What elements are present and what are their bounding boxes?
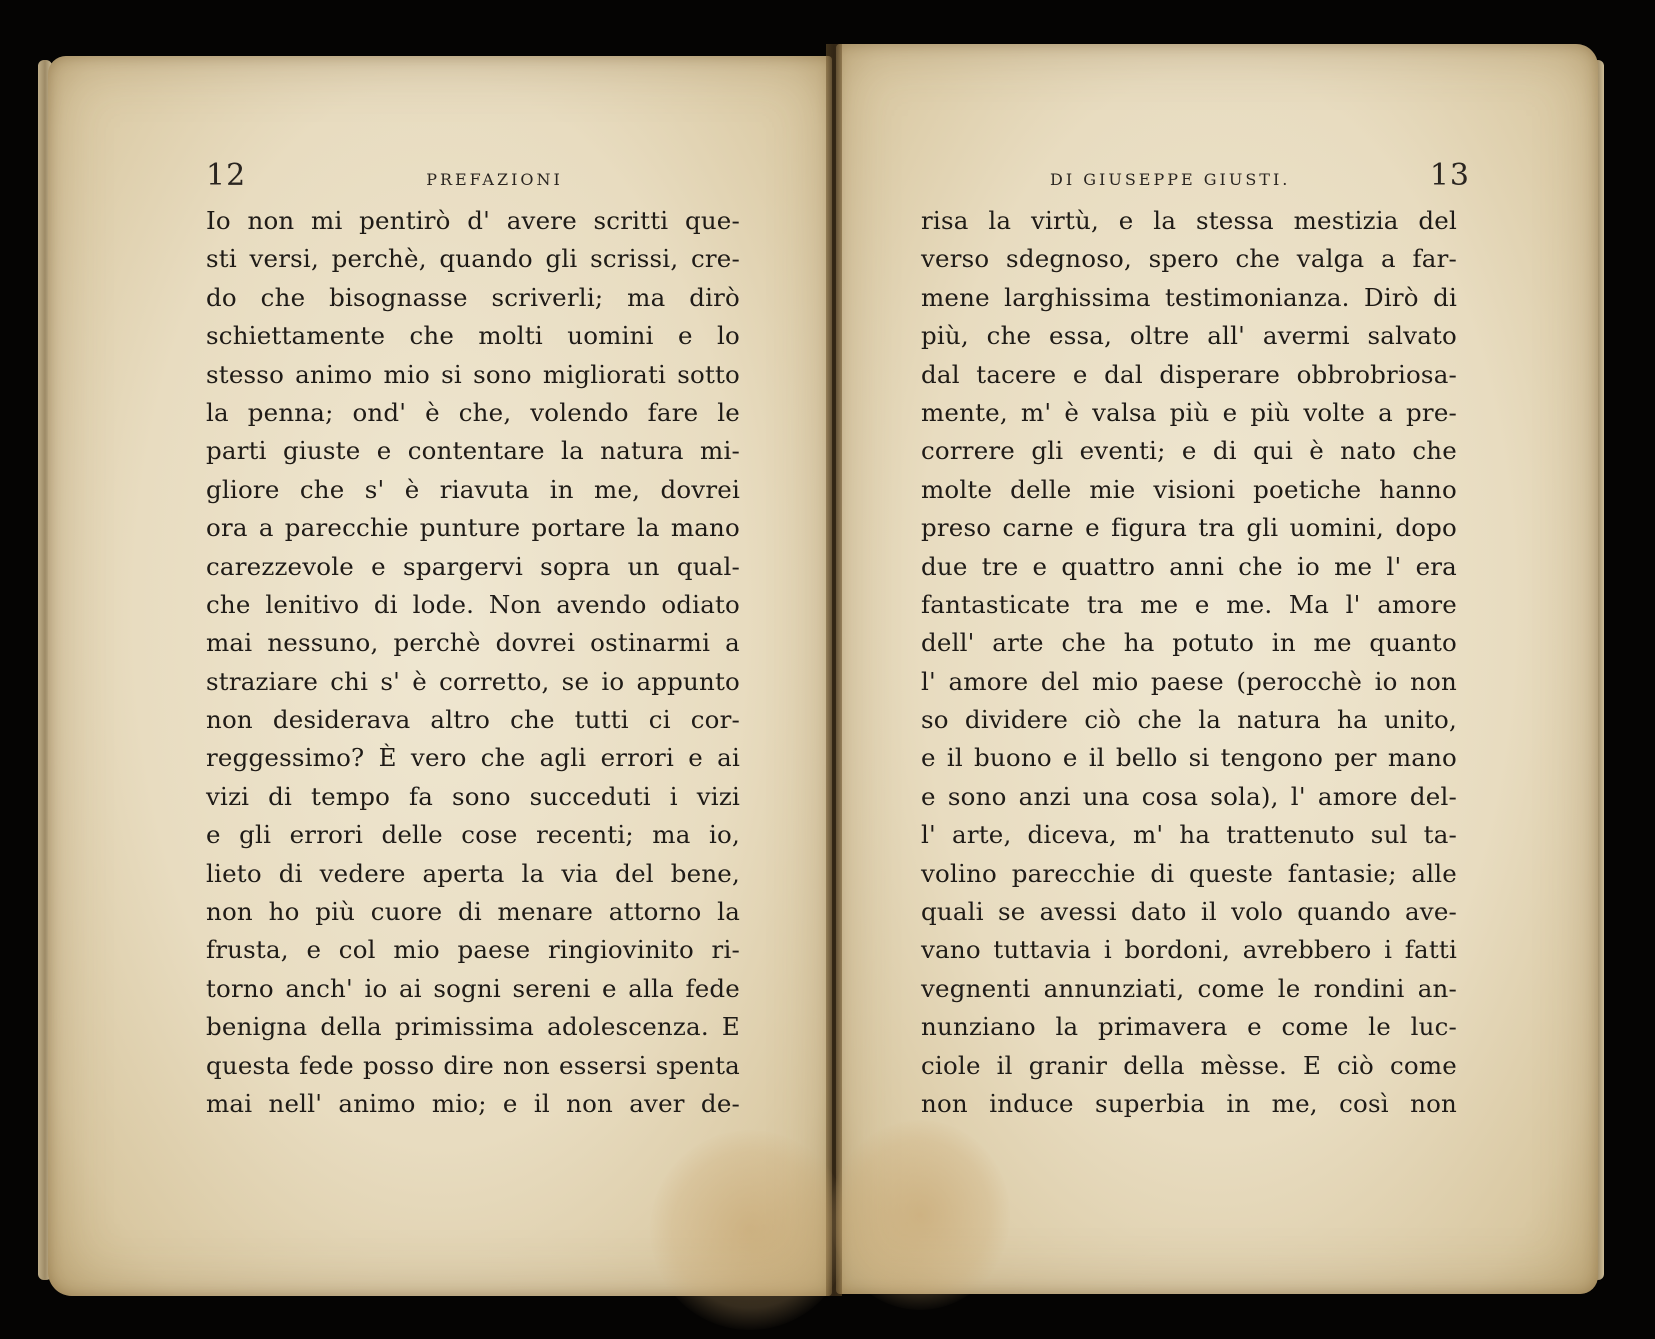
text-line: do che bisognasse scriverli; ma dirò [206, 282, 740, 312]
text-line: e sono anzi una cosa sola), l' amore del- [921, 781, 1457, 811]
text-line: vegnenti annunziati, come le rondini an- [921, 973, 1457, 1003]
left-page-number: 12 [206, 158, 247, 193]
text-line: risa la virtù, e la stessa mestizia del [921, 206, 1457, 235]
text-line: volino parecchie di queste fantasie; alle [921, 858, 1457, 888]
text-line: mai nessuno, perchè dovrei ostinarmi a [206, 628, 740, 658]
text-line: non desiderava altro che tutti ci cor- [206, 705, 740, 735]
text-line: l' amore del mio paese (perocchè io non [921, 666, 1457, 696]
text-line: non ho più cuore di menare attorno la [206, 897, 740, 927]
text-line: la penna; ond' è che, volendo fare le [206, 397, 740, 427]
book-gutter [826, 44, 842, 1296]
text-line: preso carne e figura tra gli uomini, dopo [921, 513, 1457, 543]
text-line: mene larghissima testimonianza. Dirò di [921, 282, 1457, 312]
right-page-number: 13 [1429, 158, 1470, 193]
water-stain-right [830, 1120, 1010, 1310]
text-line: dell' arte che ha potuto in me quanto [921, 628, 1457, 658]
text-line: quali se avessi dato il volo quando ave- [921, 897, 1457, 927]
text-line: torno anch' io ai sogni sereni e alla fede [206, 973, 740, 1003]
text-line: stesso animo mio si sono migliorati sotto [206, 359, 740, 389]
text-line: l' arte, diceva, m' ha trattenuto sul ta- [921, 820, 1457, 850]
text-line: vano tuttavia i bordoni, avrebbero i fatti [921, 935, 1457, 965]
text-line: due tre e quattro anni che io me l' era [921, 551, 1457, 581]
text-line: straziare chi s' è corretto, se io appunto [206, 666, 740, 696]
text-line: verso sdegnoso, spero che valga a far- [921, 244, 1457, 274]
left-page-text [206, 202, 740, 1123]
text-line: molte delle mie visioni poetiche hanno [921, 474, 1457, 504]
text-line: dal tacere e dal disperare obbrobriosa- [921, 359, 1457, 389]
text-line: ciole il granir della mèsse. E ciò come [921, 1050, 1457, 1080]
text-line: mente, m' è valsa più e più volte a pre- [921, 397, 1457, 427]
text-line: fantasticate tra me e me. Ma l' amore [921, 589, 1457, 619]
right-page-text [921, 202, 1457, 1123]
left-running-head: PREFAZIONI [426, 170, 563, 189]
text-line: Io non mi pentirò d' avere scritti que- [206, 206, 740, 235]
right-page-header [1050, 158, 1470, 193]
left-page-header [206, 158, 826, 193]
text-line: più, che essa, oltre all' avermi salvato [921, 321, 1457, 351]
text-line: gliore che s' è riavuta in me, dovrei [206, 474, 740, 504]
text-line: frusta, e col mio paese ringiovinito ri- [206, 935, 740, 965]
text-line: correre gli eventi; e di qui è nato che [921, 436, 1457, 466]
text-line: che lenitivo di lode. Non avendo odiato [206, 589, 740, 619]
text-line: carezzevole e spargervi sopra un qual- [206, 551, 740, 581]
text-line: parti giuste e contentare la natura mi- [206, 436, 740, 466]
text-line: vizi di tempo fa sono succeduti i vizi [206, 781, 740, 811]
text-line: e il buono e il bello si tengono per mano [921, 743, 1457, 773]
right-running-head: DI GIUSEPPE GIUSTI. [1050, 170, 1291, 189]
text-line: e gli errori delle cose recenti; ma io, [206, 820, 740, 850]
text-line: mai nell' animo mio; e il non aver de- [206, 1088, 740, 1118]
text-line: questa fede posso dire non essersi spenta [206, 1050, 740, 1080]
text-line: lieto di vedere aperta la via del bene, [206, 858, 740, 888]
text-line: nunziano la primavera e come le luc- [921, 1012, 1457, 1042]
text-line: ora a parecchie punture portare la mano [206, 513, 740, 543]
text-line: so dividere ciò che la natura ha unito, [921, 705, 1457, 735]
text-line: reggessimo? È vero che agli errori e ai [206, 743, 740, 773]
text-line: non induce superbia in me, così non [921, 1088, 1457, 1118]
text-line: sti versi, perchè, quando gli scrissi, cre- [206, 244, 740, 274]
water-stain-left [650, 1130, 850, 1330]
text-line: benigna della primissima adolescenza. E [206, 1012, 740, 1042]
text-line: schiettamente che molti uomini e lo [206, 321, 740, 351]
